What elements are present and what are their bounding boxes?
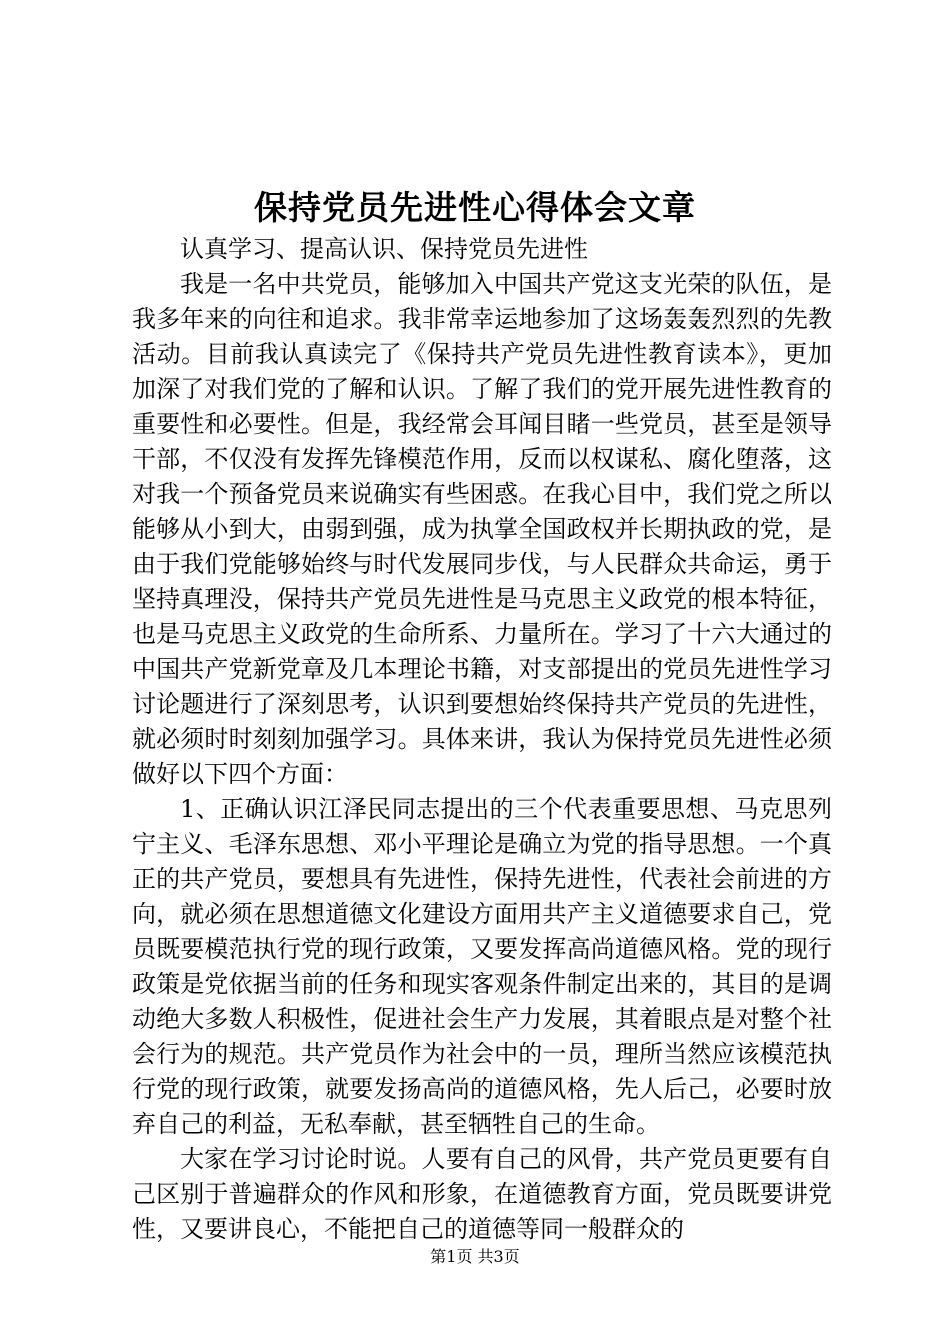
page-number-footer: 第1页 共3页 [430, 1247, 520, 1266]
body-paragraph: 1、正确认识江泽民同志提出的三个代表重要思想、马克思列宁主义、毛泽东思想、邓小平理论是确立为党的指导思想。一个真正的共产党员，要想具有先进性，保持先进性，代表社会前进的方向，就必须在思想道德文化建设方面用共产主义道德要求自己，党员既要模范执行党的现行政策，又要发挥高尚道德风格。党的现行政策是党依据当前的任务和现实客观条件制定出来的，其目的是调动绝大多数人积极性，促进社会生产力发展，其着眼点是对整个社会行为的规范。共产党员作为社会中的一员，理所当然应该模范执行党的现行政策，就要发扬高尚的道德风格，先人后己，必要时放弃自己的利益，无私奉献，甚至牺牲自己的生命。 [132, 795, 832, 1138]
body-paragraph: 我是一名中共党员，能够加入中国共产党这支光荣的队伍，是我多年来的向往和追求。我非常幸运地参加了这场轰轰烈烈的先教活动。目前我认真读完了《保持共产党员先进性教育读本》，更加加深了对我们党的了解和认识。了解了我们的党开展先进性教育的重要性和必要性。但是，我经常会耳闻目睹一些党员，甚至是领导干部，不仅没有发挥先锋模范作用，反而以权谋私、腐化堕落，这对我一个预备党员来说确实有些困惑。在我心目中，我们党之所以能够从小到大，由弱到强，成为执掌全国政权并长期执政的党，是由于我们党能够始终与时代发展同步伐，与人民群众共命运，勇于坚持真理没，保持共产党员先进性是马克思主义政党的根本特征，也是马克思主义政党的生命所系、力量所在。学习了十六大通过的中国共产党新党章及几本理论书籍，对支部提出的党员先进性学习讨论题进行了深刻思考，认识到要想始终保持共产党员的先进性，就必须时时刻刻加强学习。具体来讲，我认为保持党员先进性必须做好以下四个方面： [132, 270, 832, 788]
subtitle-paragraph: 认真学习、提高认识、保持党员先进性 [180, 235, 588, 263]
document-title: 保持党员先进性心得体会文章 [254, 188, 696, 227]
body-paragraph: 大家在学习讨论时说。人要有自己的风骨，共产党员更要有自己区别于普遍群众的作风和形象，在道德教育方面，党员既要讲党性，又要讲良心，不能把自己的道德等同一般群众的 [132, 1145, 832, 1243]
document-body [132, 232, 832, 1247]
